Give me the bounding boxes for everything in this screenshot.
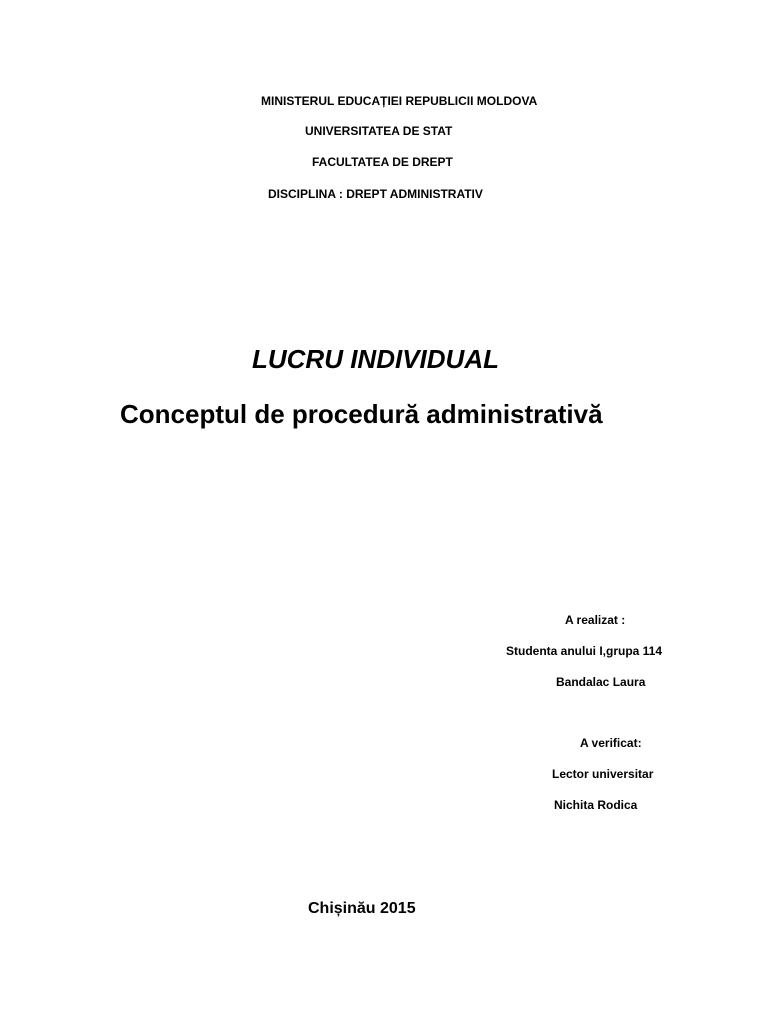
reviewer-name: Nichita Rodica bbox=[554, 798, 638, 812]
university-name: UNIVERSITATEA DE STAT bbox=[305, 124, 453, 138]
place-year: Chișinău 2015 bbox=[308, 900, 416, 917]
reviewer-label: A verificat: bbox=[580, 736, 642, 750]
author-name: Bandalac Laura bbox=[556, 675, 646, 689]
author-description: Studenta anului I,grupa 114 bbox=[506, 644, 663, 658]
ministry-name: MINISTERUL EDUCAȚIEI REPUBLICII MOLDOVA bbox=[261, 94, 538, 108]
reviewer-position: Lector universitar bbox=[552, 767, 654, 781]
faculty-name: FACULTATEA DE DREPT bbox=[312, 155, 453, 169]
work-type-heading: LUCRU INDIVIDUAL bbox=[252, 344, 499, 374]
document-title: Conceptul de procedură administrativă bbox=[120, 399, 603, 429]
author-label: A realizat : bbox=[565, 613, 626, 627]
discipline-name: DISCIPLINA : DREPT ADMINISTRATIV bbox=[268, 187, 483, 201]
